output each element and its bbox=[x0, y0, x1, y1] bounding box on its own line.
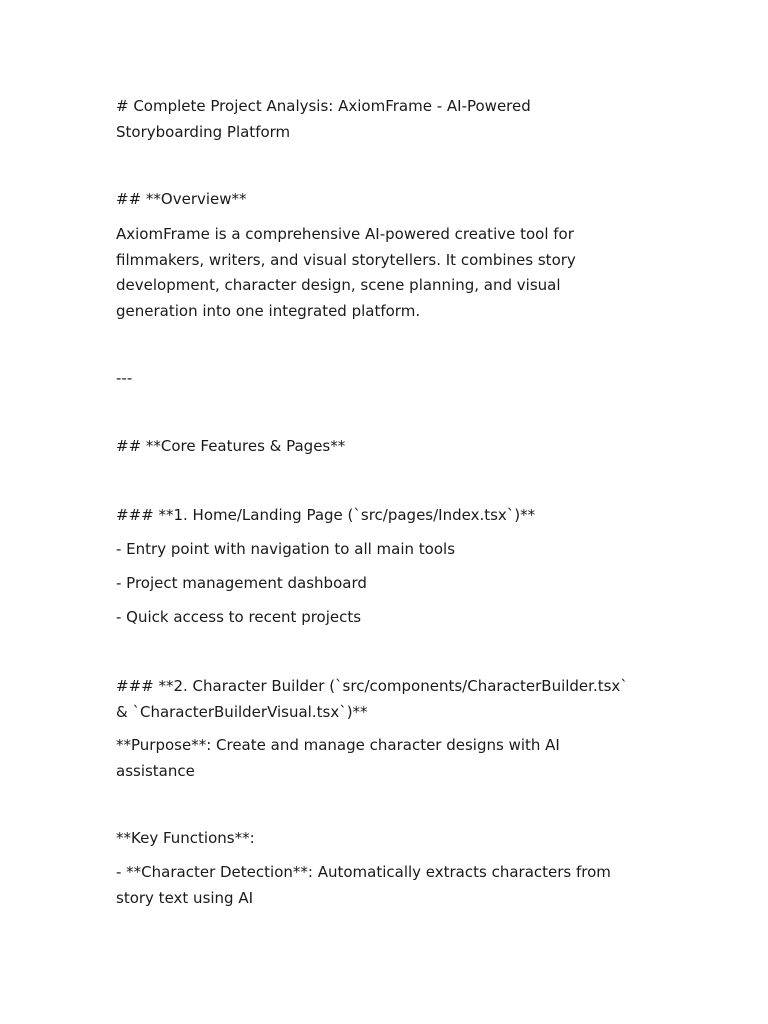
overview-line: AxiomFrame is a comprehensive AI-powered creative tool for bbox=[116, 225, 574, 243]
horizontal-rule-text: --- bbox=[116, 369, 133, 387]
document-title-line: Storyboarding Platform bbox=[116, 122, 291, 141]
key-function-item bbox=[116, 860, 656, 911]
section-1-heading: ### **1. Home/Landing Page (`src/pages/Index.tsx`)** bbox=[116, 506, 536, 524]
purpose-line: assistance bbox=[116, 761, 195, 780]
purpose-paragraph bbox=[116, 733, 656, 784]
overview-paragraph bbox=[116, 222, 656, 324]
key-functions-heading: **Key Functions**: bbox=[116, 829, 255, 847]
section-1-item: - Entry point with navigation to all main tools bbox=[116, 540, 456, 558]
key-function-line: - **Character Detection**: Automatically extracts characters from bbox=[116, 863, 611, 881]
purpose-line: **Purpose**: Create and manage character designs with AI bbox=[116, 736, 560, 754]
overview-line: generation into one integrated platform. bbox=[116, 301, 421, 320]
key-function-line: story text using AI bbox=[116, 888, 254, 907]
overview-line: filmmakers, writers, and visual storytellers. It combines story bbox=[116, 250, 576, 269]
section-1-item: - Project management dashboard bbox=[116, 574, 367, 592]
section-2-heading-line: & `CharacterBuilderVisual.tsx`)** bbox=[116, 702, 368, 721]
overview-heading: ## **Overview** bbox=[116, 190, 247, 208]
section-2-heading-line: ### **2. Character Builder (`src/components/CharacterBuilder.tsx` bbox=[116, 677, 628, 695]
section-1-item: - Quick access to recent projects bbox=[116, 608, 362, 626]
section-2-heading bbox=[116, 674, 656, 725]
overview-line: development, character design, scene planning, and visual bbox=[116, 276, 561, 294]
core-features-heading: ## **Core Features & Pages** bbox=[116, 437, 346, 455]
document-title-line: # Complete Project Analysis: AxiomFrame - AI-Powered bbox=[116, 97, 531, 115]
document-title bbox=[116, 94, 656, 145]
